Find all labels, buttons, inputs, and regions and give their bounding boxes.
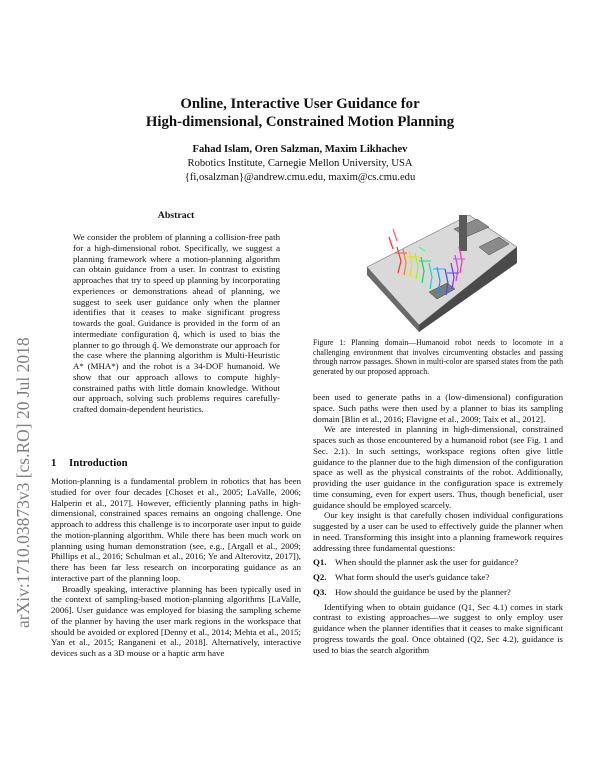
question-label: Q3.: [313, 586, 327, 597]
robot-state: [389, 237, 393, 249]
affiliation: Robotics Institute, Carnegie Mellon University, USA: [187, 158, 413, 169]
right-paragraph-4: Identifying when to obtain guidance (Q1, Sec 4.1) comes in stark contrast to existing approaches—we suggest to only employ user guidance when the planner identifies that it ceases to make significant progress towards the goal. Once obtained (Q2, Sec 4.2), guidance is used to bias the search algorithm: [313, 601, 563, 655]
right-paragraph-3: Our key insight is that carefully chosen individual configurations suggested by a user can be used to effectively guide the planner when in need. Transforming this insight into a planning framework requires addressing three fundamental questions:: [313, 510, 563, 553]
intro-paragraph-2: Broadly speaking, interactive planning has been typically used in the context of sampling-based motion-planning algorithms [LaValle, 2006]. User guidance was employed for biasing the sampling scheme of the planner by having the user mark regions in the workspace that should be avoided or explored [Denny et al., 2014; Mehta et al., 2015; Yan et al., 2015; Ranganeni et al., 2018]. Alternatively, interactive devices such as a 3D mouse or a haptic arm have: [51, 583, 301, 658]
question-item: [313, 557, 563, 568]
section-heading: [51, 457, 128, 469]
figure-caption-text: Figure 1: Planning domain—Humanoid robot needs to locomote in a challenging environment that involves circumventing obstacles and passing through narrow passages. Shown in multi-color are sparsed states from the path generated by our proposed approach.: [313, 338, 563, 376]
right-paragraph-1: been used to generate paths in a (low-dimensional) configuration space. Such paths were then used by a planner to bias its sampling domain [Blin et al., 2016; Flavigne et al., 2009; Taïx et al., 2012].: [313, 392, 563, 424]
section-number: 1: [51, 457, 57, 469]
author-block: [60, 143, 540, 185]
abstract-heading: Abstract: [157, 210, 195, 221]
question-text: When should the planner ask the user for guidance?: [335, 557, 519, 568]
right-paragraph-2: We are interested in planning in high-dimensional, constrained spaces such as those encountered by a humanoid robot (see Fig. 1 and Sec. 2.1). In such settings, workspace regions often give little guidance to the planner due to the high dimension of the configuration space as well as the physical constraints of the robot. Additionally, providing the user guidance in the configuration space is extremely time consuming, even for expert users. Thus, though beneficial, user guidance should be employed scarcely.: [313, 424, 563, 510]
emails: {fi,osalzman}@andrew.cmu.edu, maxim@cs.cmu.edu: [184, 172, 416, 183]
intro-right-column: [313, 392, 563, 655]
question-text: How should the guidance be used by the planner?: [335, 586, 511, 597]
question-item: [313, 587, 563, 598]
question-label: Q2.: [313, 572, 327, 582]
intro-left-column: [51, 476, 301, 659]
robot-state: [393, 229, 397, 241]
abstract-body: [73, 232, 280, 415]
intro-paragraph-1: Motion-planning is a fundamental problem in robotics that has been studied for over four decades [Choset et al., 2005; LaValle, 2006; Halperin et al., 2017]. However, efficiently planning paths in high-dimensional, constrained spaces remains an ongoing challenge. One approach to address this challenge is to incorporate user input to guide the motion-planning algorithm. While there has been much work on planning using human demonstration (see, e.g., [Argall et al., 2009; Phillips et al., 2016; Schulman et al., 2016; Ye and Alterovitz, 2017]), there has been far less research on incorporating guidance as an interactive part of the planning loop.: [51, 476, 301, 583]
section-title: Introduction: [69, 457, 128, 469]
figure-pillar: [459, 215, 467, 251]
figure-1-image: [359, 207, 519, 332]
paper-title: [60, 95, 540, 131]
title-line-1: Online, Interactive User Guidance for: [180, 96, 420, 112]
question-label: Q1.: [313, 557, 327, 568]
figure-caption: [313, 338, 563, 376]
question-text: What form should the user's guidance take?: [335, 572, 490, 582]
title-line-2: High-dimensional, Constrained Motion Planning: [145, 114, 455, 130]
abstract-text: We consider the problem of planning a collision-free path for a high-dimensional robot. Specifically, we suggest a planning framework where a motion-planning algorithm can obtain guidance from a user. In contrast to existing approaches that try to speed up planning by incorporating experiences or demonstrations ahead of planning, we suggest to seek user guidance only when the planner identifies that it ceases to make significant progress towards the goal. Guidance is provided in the form of an intermediate configuration q̂, which is used to bias the planner to go through q̂. We demonstrate our approach for the case where the planning algorithm is Multi-Heuristic A* (MHA*) and the robot is a 34-DOF humanoid. We show that our approach allows to compute highly-constrained paths with little domain knowledge. Without our approach, solving such problems requires carefully-crafted domain-dependent heuristics.: [73, 232, 280, 414]
author-names: Fahad Islam, Oren Salzman, Maxim Likhachev: [192, 144, 408, 155]
question-item: [313, 572, 563, 583]
arxiv-stamp: [2, 210, 42, 630]
figure-1: [359, 207, 519, 332]
arxiv-stamp-text: arXiv:1710.03873v3 [cs.RO] 20 Jul 2018: [13, 337, 33, 628]
